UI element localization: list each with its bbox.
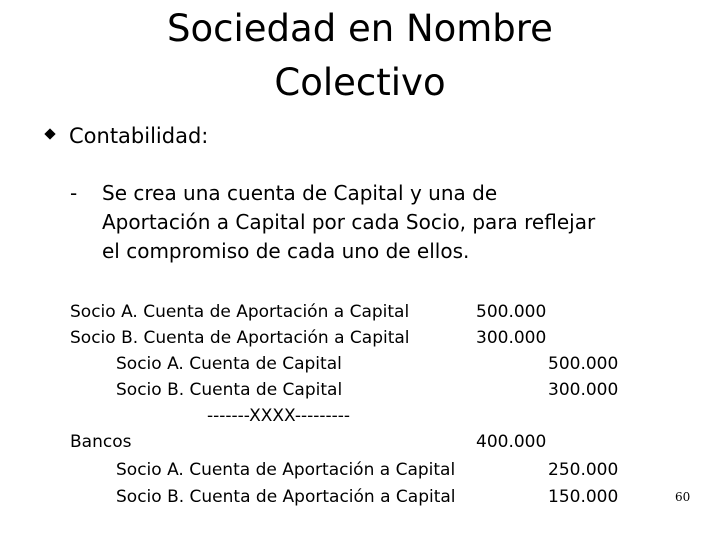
entry-account: Socio B. Cuenta de Capital (116, 380, 343, 400)
entry-account: Socio B. Cuenta de Aportación a Capital (116, 487, 456, 507)
sub-bullet-line: Aportación a Capital por cada Socio, para reflejar (102, 210, 596, 234)
entry-separator: -------XXXX--------- (207, 406, 351, 426)
sub-bullet-line: Se crea una cuenta de Capital y una de (102, 181, 498, 205)
slide-title-line2: Colectivo (274, 61, 446, 104)
entry-account: Bancos (70, 432, 132, 452)
entry-account: Socio A. Cuenta de Aportación a Capital (116, 460, 456, 480)
entry-credit: 150.000 (548, 487, 619, 507)
entry-credit: 250.000 (548, 460, 619, 480)
entry-credit: 500.000 (548, 354, 619, 374)
entry-account: Socio A. Cuenta de Capital (116, 354, 342, 374)
entry-account: Socio A. Cuenta de Aportación a Capital (70, 302, 410, 322)
sub-bullet-text (102, 179, 672, 266)
entry-debit: 500.000 (476, 302, 547, 322)
page-number: 60 (675, 490, 691, 504)
entry-debit: 400.000 (476, 432, 547, 452)
entry-credit: 300.000 (548, 380, 619, 400)
sub-bullet-line: el compromiso de cada uno de ellos. (102, 239, 470, 263)
diamond-bullet-icon (44, 128, 55, 139)
entry-debit: 300.000 (476, 328, 547, 348)
slide-title-line1: Sociedad en Nombre (167, 7, 553, 50)
slide-title (0, 2, 720, 110)
bullet-text: Contabilidad: (69, 124, 209, 148)
dash-bullet: - (70, 181, 78, 205)
entry-account: Socio B. Cuenta de Aportación a Capital (70, 328, 410, 348)
